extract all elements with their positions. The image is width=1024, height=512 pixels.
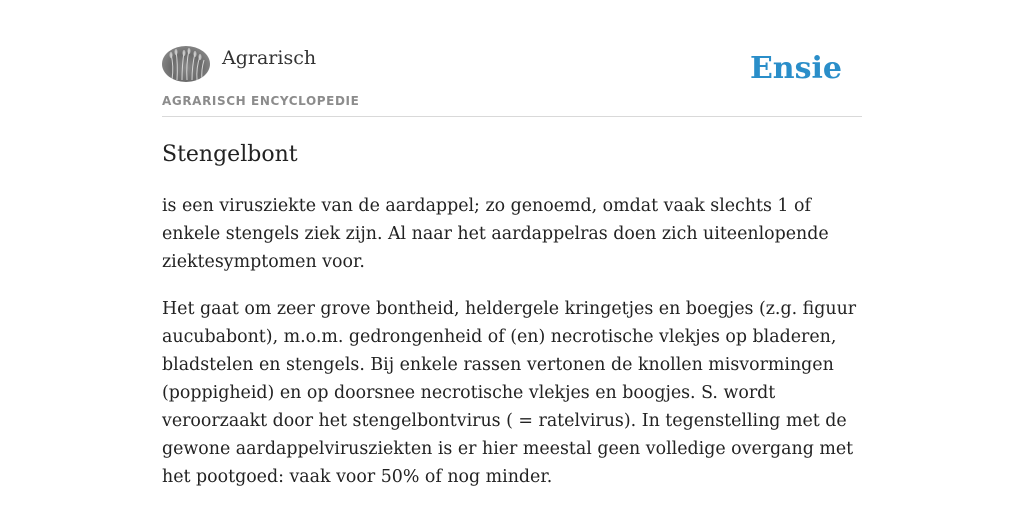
site-subtitle[interactable]: AGRARISCH ENCYCLOPEDIE — [162, 94, 360, 108]
site-header — [162, 44, 862, 117]
wheat-field-logo-icon[interactable] — [162, 46, 210, 82]
article-paragraph: Het gaat om zeer grove bontheid, heldergele kringetjes en boegjes (z.g. figuur aucubabont), m.o.m. gedrongenheid of (en) necrotische vlekjes op bladeren, bladstelen en stengels. Bij enkele rassen vertonen de knollen misvormingen (poppigheid) en op doorsnee necrotische vlekjes en boogjes. S. wordt veroorzaakt door het stengelbontvirus ( = ratelvirus). In tegenstelling met de gewone aardappelvirusziekten is er hier meestal geen volledige overgang met het pootgoed: vaak voor 50% of nog minder. — [162, 299, 857, 487]
article-body — [162, 192, 862, 510]
article-paragraph: is een virusziekte van de aardappel; zo genoemd, omdat vaak slechts 1 of enkele stengels ziek zijn. Al naar het aardappelras doen zich uiteenlopende ziektesymptomen voor. — [162, 196, 829, 272]
site-name[interactable]: Agrarisch — [222, 47, 317, 69]
brand-logo[interactable]: Ensie — [749, 51, 842, 86]
page-title: Stengelbont — [162, 142, 298, 167]
